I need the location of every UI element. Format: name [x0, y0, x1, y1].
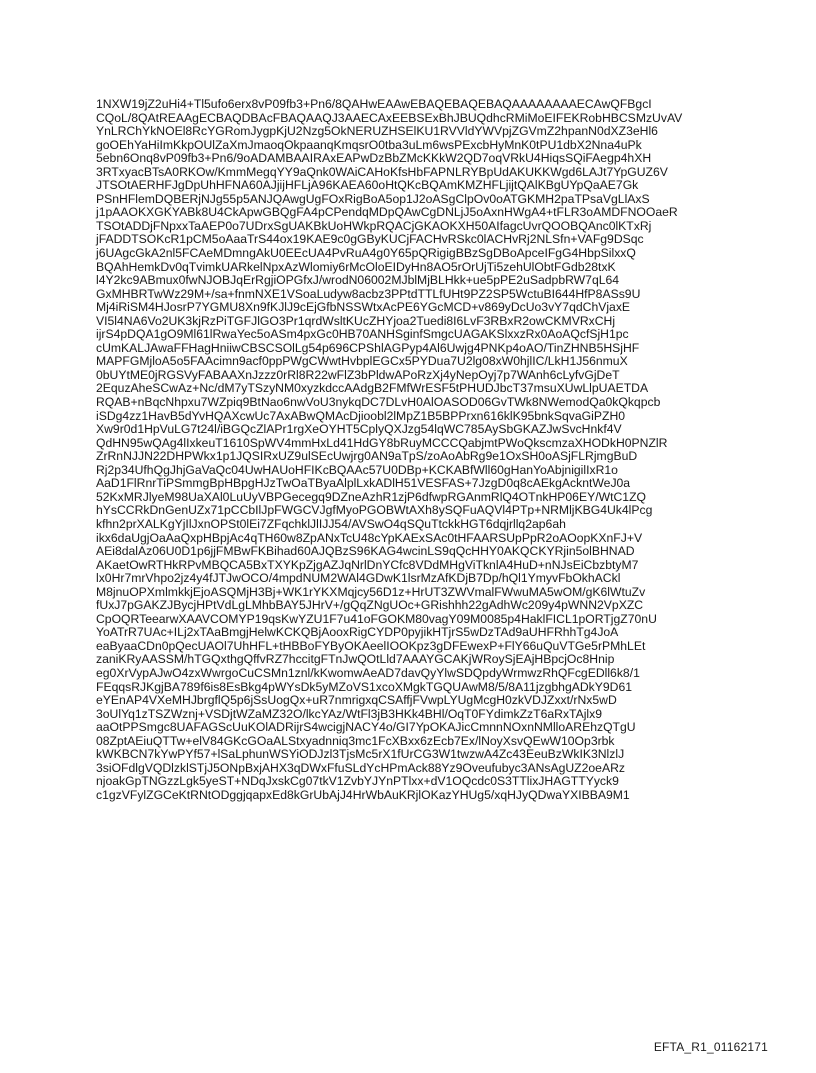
encoded-text-line: GxMHBRTwWz29M+/sa+fnmNXE1VSoaLudyw8acbz3PPtdTTLfUHt9PZ2SP5WctuBI644HfP8ASs9U — [96, 286, 641, 301]
encoded-text-line: j1pAAOKXGKYABk8U4CkApwGBQgFA4pCPendqMDpQAwCgDNLjJ5oAxnHWgA4+tFLR3oAMDFNOOaeR — [96, 205, 678, 220]
encoded-text-line: kfhn2prXALKgYjIlJxnOPSt0lEi7ZFqchklJlIJJ54/AVSwO4qSQuTtckkHGT6dqjrllq2ap6ah — [96, 516, 566, 531]
encoded-text-line: AKaetOwRTHkRPvMBQCA5BxTXYKpZjgAZJqNrlDnYCfc8VDdMHgViTknlA4HuD+nNJsEiCbzbtyM7 — [96, 557, 639, 572]
encoded-text-line: FEqqsRJKgjBA789f6is8EsBkg4pWYsDk5yMZoVS1xcoXMgkTGQUAwM8/5/8A11jzgbhgADkY9D61 — [96, 679, 633, 694]
encoded-text-line: eg0XrVypAJwO4zxWwrgoCuCSMn1znl/kKwomwAeAD7davQyYlwSDQpdyWrmwzRhQFcgEDll6k8/1 — [96, 665, 640, 680]
encoded-text-line: ZrRnNJJN22DHPWkx1p1JQSIRxUZ9ulSEcUwjrg0AN9aTpS/zoAoAbRg9e1OxSH0oASjFLRjmgBuD — [96, 449, 638, 464]
encoded-text-line: ikx6daUgjOaAaQxpHBpjAc4qTH60w8ZpANxTcU48cYpKAExSAc0tHFAARSUpPpR2oAOopKXnFJ+V — [96, 530, 643, 545]
encoded-text-line: YnLRChYkNOEl8RcYGRomJygpKjU2Nzg5OkNERUZHSElKU1RVVldYWVpjZGVmZ2hpanN0dXZ3eHl6 — [96, 124, 658, 139]
encoded-text-line: 52KxMRJlyeM98UaXAl0LuUyVBPGecegq9DZneAzhR1zjP6dfwpRGAnmRlQ4OTnkHP06EY/WtC1ZQ — [96, 489, 647, 504]
encoded-text-line: CQoL/8QAtREAAgECBAQDBAcFBAQAAQJ3AAECAxEEBSExBhJBUQdhcRMiMoEIFEKRobHBCSMzUvAV — [96, 110, 683, 125]
encoded-text-line: VI5l4NA6Vo2UK3kjRzPiTGFJlGO3Pr1qrdWsltKUcZHYjoa2Tuedi8I6LvF3RBxR2owCKMVRxCHj — [96, 313, 616, 328]
encoded-text-line: M8jnuOPXmlmkkjEjoASQMjH3Bj+WK1rYKXMqjcy56D1z+HrUT3ZWVmalFWwuMA5wOM/gK6lWtuZv — [96, 584, 646, 599]
encoded-text-line: ijrS4pDQA1gO9Ml61lRwaYec5oASm4pxGc0HB70ANHSginfSmgcUAGAKSlxxzRx0AoAQcfSjH1pc — [96, 327, 629, 342]
encoded-text-line: lx0Hr7mrVhpo2jz4y4fJTJwOCO/4mpdNUM2WAl4GDwK1lsrMzAfKDjB7Dp/hQl1YmyvFbOkhACkl — [96, 571, 621, 586]
encoded-text-line: 3siOFdlgVQDlzklSTjJ5ONpBxjAHX3qDWxFfuSLdYcHPmAck88Yz9Oveufubyc3ANsAgUZ2oeARz — [96, 760, 625, 775]
encoded-text-line: YoATrR7UAc+ILj2xTAaBmgjHelwKCKQBjAooxRigCYDP0pyjikHTjrS5wDzTAd9aUHFRhhTg4JoA — [96, 625, 619, 640]
encoded-text-line: 5ebn6Onq8vP09fb3+Pn6/9oADAMBAAIRAxEAPwDzBbZMcKKkW2QD7oqVRkU4HiqsSQiFAegp4hXH — [96, 151, 652, 166]
encoded-text-line: hYsCCRkDnGenUZx71pCCbIlJpFWGCVJgfMyoPGOBWtAXh8ySQFuAQVl4PTp+NRMljKBG4Uk4lPcg — [96, 503, 653, 518]
encoded-text-line: QdHN95wQAg4lIxkeuT1610SpWV4mmHxLd41HdGY8bRuyMCCCQabjmtPWoQkscmzaXHODkH0PNZlR — [96, 435, 668, 450]
encoded-text-line: 3RTxyacBTsA0RKOw/KmmMegqYY9aQnk0WAiCAHoKfsHbFAPNLRYBpUdAKUKKWgd6LAJt7YpGUZ6V — [96, 164, 668, 179]
encoded-text-line: fUxJ7pGAKZJBycjHPtVdLgLMhbBAY5JHrV+/gQqZNgUOc+GRishhh22gAdhWc209y4pWNN2VpXZC — [96, 598, 644, 613]
encoded-text-line: PSnHFlemDQBERjNJg55p5ANJQAwgUgFOxRigBoA5op1J2oASgClpOv0oATGKMH2paTPsaVgLlAxS — [96, 191, 650, 206]
encoded-text-line: 2EquzAheSCwAz+Nc/dM7yTSzyNM0xyzkdccAAdgB2FMfWrESF5tPHUDJbcT37msuXUwLlpUAETDA — [96, 381, 649, 396]
document-id: EFTA_R1_01162171 — [653, 1040, 768, 1054]
encoded-text-line: 3oUlYq1zTSZWznj+VSDjtWZaMZ32O/lkcYAz/WtFl3jB3HKk4BHl/OqT0FYdimkZzT6aRxTAjlx9 — [96, 706, 603, 721]
encoded-text-line: eaByaaCDn0pQecUAOl7UhHFL+tHBBoFYByOKAeelIOOKpz3gDFEwexP+FlY66uQuVTGe5rPMhLEt — [96, 638, 646, 653]
encoded-text-line: CpOQRTeearwXAAVCOMYP19qsKwYZU1F7u41oFGOKM80vagY09M0085p4HaklFICL1pORTjgZ70nU — [96, 611, 657, 626]
encoded-text-line: 1NXW19jZ2uHi4+Tl5ufo6erx8vP09fb3+Pn6/8QAHwEAAwEBAQEBAQEBAQAAAAAAAAECAwQFBgcI — [96, 97, 652, 111]
encoded-text-line: Xw9r0d1HpVuLG7t24l/iBGQcZlAPr1rgXeOYHT5CplyQXJzg54lqWC785AySbGKAZJwSvcHnkf4V — [96, 422, 622, 437]
encoded-text-line: 0bUYtME0jRGSVyFABAAXnJzzz0rRl8R22wFlZ3bPldwAPoRzXj4yNepOyj7p7WAnh6cLyfvGjDeT — [96, 367, 620, 382]
encoded-text-line: c1gzVFylZGCeKtRNtODggjqapxEd8kGrUbAjJ4HrWbAuKRjlOKazYHUg5/xqHJyQDwaYXIBBA9M1 — [96, 787, 630, 802]
encoded-text-line: goOEhYaHiImKkpOUlZaXmJmaoqOkpaanqKmqsrO0tba3uLm6wsPExcbHyMnK0tPU1dbX2Nna4uPk — [96, 137, 642, 152]
encoded-text-line: TSOtADDjFNpxxTaAEP0o7UDrxSgUAKBkUoHWkpRQACjGKAOKXH50AIfagcUvrQOOBQAnc0lKTxRj — [96, 218, 652, 233]
encoded-text-block — [96, 98, 736, 802]
encoded-text-line: MAPFGMjloA5o5FAAcimn9acf0ppPWgCWwtHvbplEGCx5PYDua7U2lg08xW0hjlIC/LkH1J56nmuX — [96, 354, 628, 369]
encoded-text-line: Rj2p34UfhQgJhjGaVaQc04UwHAUoHFIKcBQAAc57U0DBp+KCKABfWll60gHanYoAbjnigilIxR1o — [96, 462, 618, 477]
encoded-text-line: l4Y2kc9ABmux0fwNJOBJqErRgjiOPGfxJ/wrodN06002MJblMjBLHkk+ue5pPE2uSadpbRW7qL64 — [96, 273, 620, 288]
encoded-text-line: jFADDTSOKcR1pCM5oAaaTrS44ox19KAE9c0gGByKUCjFACHvRSkc0lACHvRj2NLSfn+VAFg9DSqc — [96, 232, 644, 247]
encoded-text-line: AEi8dalAz06U0D1p6jjFMBwFKBihad60AJQBzS96KAG4wcinLS9qQcHHY0AKQCKYRjin5olBHNAD — [96, 544, 635, 559]
encoded-text-line: cUmKALJAwaFFHagHniiwCBSCSOlLg54p696CPShlAGPyp4Al6Uwjg4PNKp4oAO/TinZHNB5HSjHF — [96, 340, 640, 355]
encoded-text-line: njoakGpTNGzzLgk5yeST+NDqJxskCg07tkV1ZvbYJYnPTlxx+dV1OQcdc0S3TTlixJHAGTTYyck9 — [96, 774, 619, 789]
encoded-text-line: RQAB+nBqcNhpxu7WZpiq9BtNao6nwVoU3nykqDC7DLvH0AlOASOD06GvTWk8NWemodQa0kQkqpcb — [96, 395, 661, 410]
encoded-text-line: iSDg4zz1HavB5dYvHQAXcwUc7AxABwQMAcDjioobl2lMpZ1B5BPPrxn616klK95bnkSqvaGiPZH0 — [96, 408, 626, 423]
encoded-text-line: aaOtPPSmgc8UAFAGScUuKOlADRijrS4wcigjNACY4o/GI7YpOKAJicCmnnNOxnNMlloAREhzQTgU — [96, 720, 636, 735]
encoded-text-line: BQAhHemkDv0qTvimkUARkelNpxAzWlomiy6rMcOloEIDyHn8AO5rOrUjTi5zehUlObtFGdb28txK — [96, 259, 616, 274]
encoded-text-line: Mj4iRiSM4HJosrP7YGMU8Xn9fKJlJ9cEjGfbNSSWtxAcPE6YGcMCD+v869yDcUo3vY7qdChVjaxE — [96, 300, 631, 315]
encoded-text-line: 08ZptAEiuQTTw+elV84GKcGOaALStxyadnniq3mc1FcXBxx6zEcb7Ex/lNoyXsvQEwW10Op3rbk — [96, 733, 615, 748]
encoded-text-line: j6UAgcGkA2nl5FCAeMDmngAkU0EEcUA4PvRuA4g0Y65pQRigigBBzSgDBoApceIFgG4HbpSilxxQ — [96, 246, 636, 261]
encoded-text-line: kWKBCN7kYwPYf57+lSaLphunWSYiODJzl3TjsMc5rX1fUrCG3W1twzwA4Zc43EeuBzWkIK3NlzlJ — [96, 747, 625, 762]
encoded-text-line: JTSOtAERHFJgDpUhHFNA60AJjijHFLjA96KAEA60oHtQKcBQAmKMZHFLjijtQAlKBgUYpQaAE7Gk — [96, 178, 639, 193]
encoded-text-line: AaD1FlRnrTiPSmmgBpHBpgHJzTwOaTByaAlplLxkADlH51VESFAS+7JzgD0q8cAEkgAckntWeJ0a — [96, 476, 631, 491]
encoded-text-line: zaniKRyAASSM/hTGQxthgQffvRZ7hccitgFTnJwQOtLld7AAAYGCAKjWRoySjEAjHBpcjOc8Hnip — [96, 652, 615, 667]
encoded-text-line: eYEnAP4VXeMHJbrgflQ5p6jSsUogQx+uR7nmrigxqCSAffjFVwpLYUgMcgH0zkVDJZxxt/rNx5wD — [96, 693, 617, 708]
